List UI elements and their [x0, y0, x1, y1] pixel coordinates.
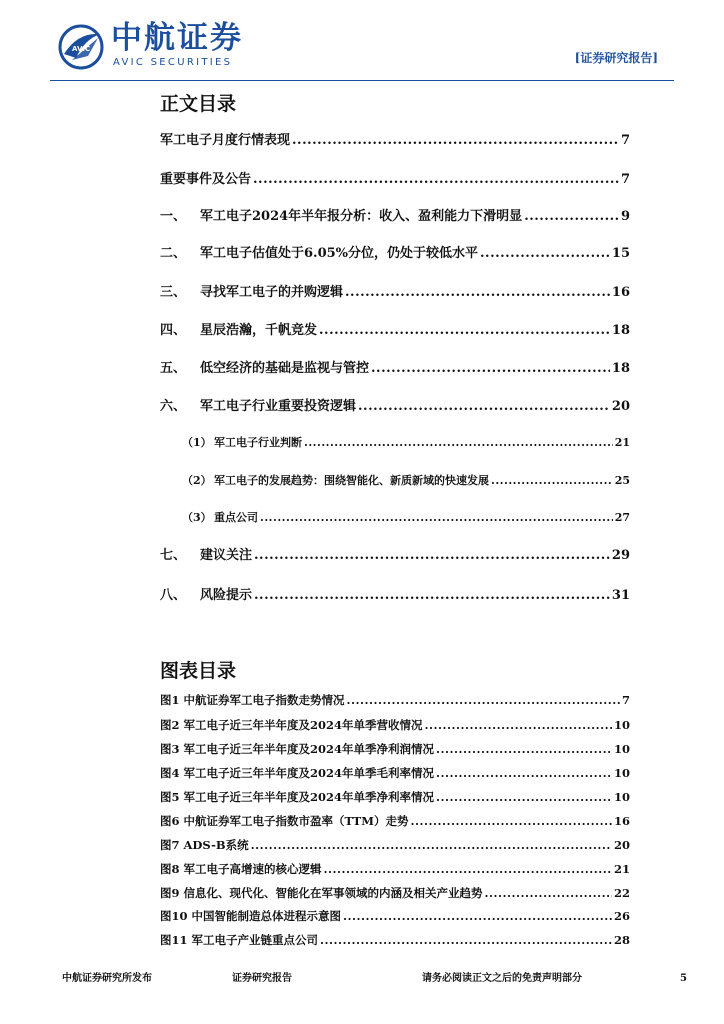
- entry-title: 图9 信息化、现代化、智能化在军事领域的内涵及相关产业趋势: [160, 886, 483, 900]
- toc-entry[interactable]: [160, 509, 630, 527]
- entry-page-number: 22: [613, 886, 630, 900]
- entry-number: 一、: [160, 209, 187, 224]
- entry-page-number: 20: [611, 399, 630, 414]
- dot-leader: [253, 170, 619, 190]
- entry-page-number: 16: [613, 814, 630, 828]
- entry-number: （2）: [182, 474, 212, 487]
- toc-entry[interactable]: [160, 359, 630, 379]
- entry-page-number: 20: [613, 838, 630, 852]
- report-tag: [证券研究报告]: [574, 51, 658, 65]
- figure-entry[interactable]: [160, 740, 630, 758]
- dot-leader: [324, 860, 612, 878]
- entry-page-number: 10: [613, 790, 630, 804]
- entry-page-number: 25: [614, 474, 630, 487]
- dot-leader: [320, 931, 612, 949]
- entry-number: 六、: [160, 399, 187, 414]
- dot-leader: [343, 907, 612, 925]
- entry-title: 重点公司: [214, 511, 258, 524]
- dot-leader: [254, 546, 610, 566]
- entry-number: 四、: [160, 323, 187, 338]
- entry-number: 八、: [160, 588, 187, 603]
- dot-leader: [319, 321, 610, 341]
- entry-title: 军工电子2024年半年报分析：收入、盈利能力下滑明显: [200, 209, 523, 224]
- page-footer: [0, 970, 724, 990]
- entry-title: 图2 军工电子近三年半年度及2024年单季营收情况: [160, 718, 423, 732]
- brand-name-cn: 中航证券: [111, 20, 243, 56]
- dot-leader: [345, 283, 610, 303]
- toc-entry[interactable]: [160, 321, 630, 341]
- figure-entry[interactable]: [160, 788, 630, 806]
- entry-page-number: 9: [620, 209, 630, 224]
- dot-leader: [292, 131, 619, 151]
- dot-leader: [436, 764, 612, 782]
- toc-entry[interactable]: [160, 586, 630, 606]
- entry-page-number: 21: [614, 436, 630, 449]
- header-divider: [50, 80, 674, 81]
- entry-title: 军工电子行业重要投资逻辑: [200, 399, 357, 414]
- dot-leader: [358, 397, 610, 417]
- dot-leader: [425, 716, 612, 734]
- figures-heading: 图表目录: [160, 660, 237, 682]
- entry-title: 图7 ADS-B系统: [160, 838, 249, 852]
- entry-title: 低空经济的基础是监视与管控: [200, 361, 370, 376]
- entry-page-number: 27: [614, 511, 630, 524]
- footer-publisher: 中航证券研究所发布: [62, 973, 152, 984]
- figure-entry[interactable]: [160, 884, 630, 902]
- entry-title: 建议关注: [200, 548, 253, 563]
- entry-title: 图8 军工电子高增速的核心逻辑: [160, 862, 322, 876]
- entry-title: 图1 中航证券军工电子指数走势情况: [160, 693, 345, 707]
- entry-title: 图5 军工电子近三年半年度及2024年单季净利率情况: [160, 790, 435, 804]
- figure-entry[interactable]: [160, 836, 630, 854]
- entry-title: 军工电子估值处于6.05%分位，仍处于较低水平: [200, 246, 479, 261]
- entry-page-number: 10: [613, 718, 630, 732]
- footer-report-type: 证券研究报告: [232, 973, 292, 984]
- dot-leader: [436, 740, 612, 758]
- entry-number: 五、: [160, 361, 187, 376]
- entry-page-number: 29: [611, 548, 630, 563]
- footer-disclaimer: 请务必阅读正文之后的免责声明部分: [422, 973, 582, 984]
- entry-title: 寻找军工电子的并购逻辑: [200, 285, 344, 300]
- entry-title: 星辰浩瀚，千帆竞发: [200, 323, 318, 338]
- entry-page-number: 21: [613, 862, 630, 876]
- entry-number: （3）: [182, 511, 212, 524]
- toc-entry[interactable]: [160, 244, 630, 264]
- dot-leader: [254, 586, 610, 606]
- toc-entry[interactable]: [160, 283, 630, 303]
- entry-page-number: 7: [620, 133, 630, 148]
- entry-page-number: 16: [611, 285, 630, 300]
- entry-title: 图3 军工电子近三年半年度及2024年单季净利润情况: [160, 742, 435, 756]
- entry-title: 图11 军工电子产业链重点公司: [160, 933, 319, 947]
- entry-title: 重要事件及公告: [160, 172, 252, 187]
- entry-number: （1）: [182, 436, 212, 449]
- entry-title: 军工电子行业判断: [214, 436, 302, 449]
- toc-entry[interactable]: [160, 170, 630, 190]
- toc-entry[interactable]: [160, 207, 630, 227]
- dot-leader: [371, 359, 610, 379]
- figure-entry[interactable]: [160, 931, 630, 949]
- toc-entry[interactable]: [160, 546, 630, 566]
- figure-entry[interactable]: [160, 764, 630, 782]
- entry-page-number: 10: [613, 742, 630, 756]
- entry-title: 风险提示: [200, 588, 253, 603]
- entry-number: 三、: [160, 285, 187, 300]
- entry-page-number: 10: [613, 766, 630, 780]
- toc-heading: 正文目录: [160, 93, 237, 115]
- brand-name-en: AVIC SECURITIES: [113, 57, 233, 68]
- figure-entry[interactable]: [160, 691, 630, 709]
- entry-title: 图10 中国智能制造总体进程示意图: [160, 909, 342, 923]
- figure-entry[interactable]: [160, 907, 630, 925]
- dot-leader: [251, 836, 612, 854]
- dot-leader: [436, 788, 612, 806]
- toc-entry[interactable]: [160, 131, 630, 151]
- entry-title: 图4 军工电子近三年半年度及2024年单季毛利率情况: [160, 766, 435, 780]
- page-number: 5: [680, 973, 687, 984]
- toc-entry[interactable]: [160, 397, 630, 417]
- dot-leader: [480, 244, 610, 264]
- figure-entry[interactable]: [160, 812, 630, 830]
- entry-page-number: 7: [621, 693, 630, 707]
- entry-page-number: 26: [613, 909, 630, 923]
- entry-page-number: 15: [611, 246, 630, 261]
- entry-title: 图6 中航证券军工电子指数市盈率（TTM）走势: [160, 814, 409, 828]
- page-header: [0, 0, 724, 82]
- dot-leader: [410, 812, 612, 830]
- dot-leader: [491, 472, 613, 490]
- avic-logo-icon: [58, 24, 104, 70]
- entry-number: 二、: [160, 246, 187, 261]
- dot-leader: [524, 207, 619, 227]
- toc-entry[interactable]: [160, 434, 630, 452]
- toc-entry[interactable]: [160, 472, 630, 490]
- entry-title: 军工电子的发展趋势：围绕智能化、新质新域的快速发展: [214, 474, 489, 487]
- dot-leader: [304, 434, 613, 452]
- dot-leader: [347, 691, 620, 709]
- figure-entry[interactable]: [160, 860, 630, 878]
- entry-number: 七、: [160, 548, 187, 563]
- avic-logo-text: AVIC: [72, 45, 91, 53]
- entry-page-number: 7: [620, 172, 630, 187]
- figure-entry[interactable]: [160, 716, 630, 734]
- entry-page-number: 18: [611, 323, 630, 338]
- entry-page-number: 18: [611, 361, 630, 376]
- dot-leader: [260, 509, 613, 527]
- entry-page-number: 31: [611, 588, 630, 603]
- dot-leader: [485, 884, 612, 902]
- entry-title: 军工电子月度行情表现: [160, 133, 291, 148]
- entry-page-number: 28: [613, 933, 630, 947]
